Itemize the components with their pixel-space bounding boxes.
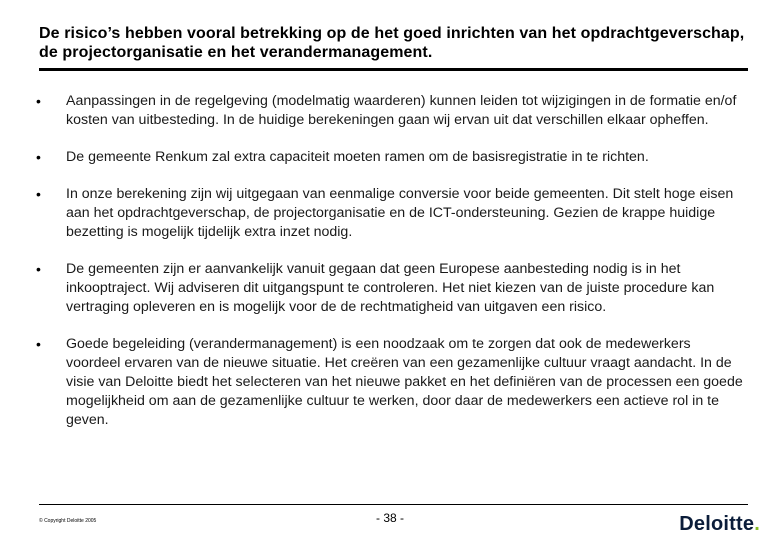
bullet-marker: • <box>36 93 41 109</box>
bullet-marker: • <box>36 261 41 277</box>
page-number: - 38 - <box>375 511 404 525</box>
slide-title: De risico’s hebben vooral betrekking op de het goed inrichten van het opdrachtgeverschap, de projectorganisatie en het verandermanagement. <box>39 25 745 61</box>
list-item <box>0 148 780 167</box>
copyright-notice: © Copyright Deloitte 2005 <box>39 518 97 524</box>
list-item <box>0 335 780 430</box>
logo-text: Deloitte <box>679 513 755 535</box>
list-item <box>0 185 780 242</box>
bullet-text: De gemeenten zijn er aanvankelijk vanuit gegaan dat geen Europese aanbesteding nodig is in het inkooptraject. Wij adviseren dit uitgangspunt te controleren. Het niet kiezen van de juiste procedure kan vertraging opleveren en is mogelijk voor de de rechtmatigheid van uitgaven een risico. <box>66 261 715 315</box>
title-underline <box>39 68 748 71</box>
footer-divider <box>39 504 748 505</box>
bullet-list <box>0 92 780 448</box>
bullet-text: In onze berekening zijn wij uitgegaan van eenmalige conversie voor beide gemeenten. Dit stelt hoge eisen aan het opdrachtgeverschap, de projectorganisatie en de ICT-ondersteuning. Gezien de krappe huidige bezetting is mogelijk tijdelijk extra inzet nodig. <box>66 186 734 240</box>
bullet-marker: • <box>36 186 41 202</box>
list-item <box>0 260 780 317</box>
logo-dot: . <box>754 513 760 535</box>
bullet-marker: • <box>36 149 41 165</box>
bullet-text: Goede begeleiding (verandermanagement) is een noodzaak om te zorgen dat ook de medewerkers voordeel ervaren van de nieuwe situatie. Het creëren van een gezamenlijke cultuur vraagt aandacht. In de visie van Deloitte biedt het selecteren van het nieuwe pakket en het definiëren van de processen een goede mogelijkheid om aan de gezamenlijke cultuur te werken, door daar de medewerkers een actieve rol in te geven. <box>66 336 743 428</box>
bullet-text: De gemeente Renkum zal extra capaciteit moeten ramen om de basisregistratie in te richten. <box>66 149 649 165</box>
list-item <box>0 92 780 130</box>
bullet-text: Aanpassingen in de regelgeving (modelmatig waarderen) kunnen leiden tot wijzigingen in de formatie en/of kosten van uitbesteding. In de huidige berekeningen gaan wij ervan uit dat verschillen elkaar opheffen. <box>66 93 737 128</box>
deloitte-logo <box>679 512 760 536</box>
bullet-marker: • <box>36 336 41 352</box>
